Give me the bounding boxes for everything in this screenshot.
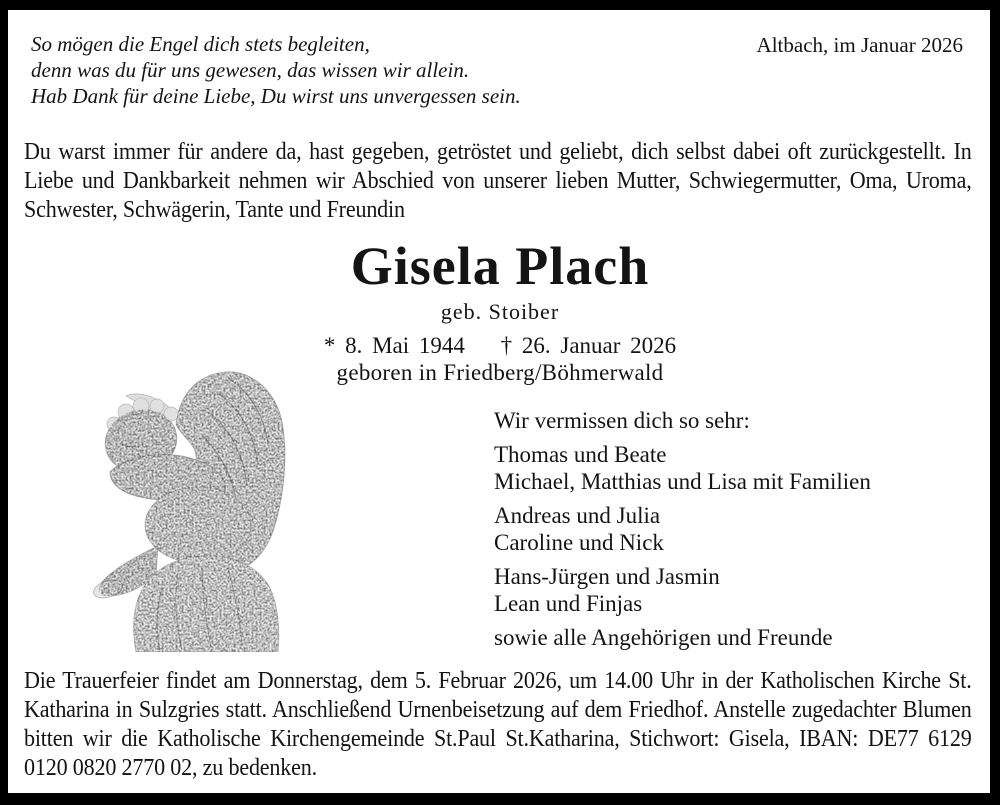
- mourner-group: [494, 441, 871, 495]
- mourner-group: [494, 624, 871, 651]
- poem-line: Hab Dank für deine Liebe, Du wirst uns unvergessen sein.: [31, 84, 521, 108]
- maiden-name: geb. Stoiber: [440, 299, 560, 324]
- mourner-group: [494, 563, 871, 617]
- memorial-poem: [31, 31, 521, 109]
- mourner-line: Lean und Finjas: [494, 591, 643, 616]
- birth-date: * 8. Mai 1944: [323, 333, 465, 358]
- angel-statue-image: [78, 362, 322, 652]
- mourner-line: Caroline und Nick: [494, 530, 664, 555]
- death-date: † 26. Januar 2026: [500, 333, 677, 358]
- mourner-line: Andreas und Julia: [494, 503, 661, 528]
- poem-line: denn was du für uns gewesen, das wissen wir allein.: [31, 58, 470, 82]
- funeral-info-paragraph: Die Trauerfeier findet am Donnerstag, dem 5. Februar 2026, um 14.00 Uhr in der Katholischen Kirche St. Katharina in Sulzgries statt. Anschließend Urnenbeisetzung auf dem Friedhof. Anstelle zugedachter Blumen bitten wir die Katholische Kirchengemeinde St.Paul St.Katharina, Stichwort: Gisela, IBAN: DE77 6129 0120 0820 2770 02, zu bedenken.: [24, 668, 972, 781]
- place-dateline: Altbach, im Januar 2026: [756, 33, 963, 57]
- poem-line: So mögen die Engel dich stets begleiten,: [31, 32, 370, 56]
- mourner-group: [494, 502, 871, 556]
- birthplace: geboren in Friedberg/Böhmerwald: [336, 360, 664, 385]
- mourner-line: Michael, Matthias und Lisa mit Familien: [494, 469, 871, 494]
- mourners-heading: Wir vermissen dich so sehr:: [494, 408, 750, 433]
- intro-paragraph: Du warst immer für andere da, hast gegeben, getröstet und geliebt, dich selbst dabei oft zurückgestellt. In Liebe und Dankbarkeit nehmen wir Abschied von unserer lieben Mutter, Schwiegermutter, Oma, Uroma, Schwester, Schwägerin, Tante und Freundin: [24, 139, 972, 223]
- mourner-line: Thomas und Beate: [494, 442, 667, 467]
- mourner-line: sowie alle Angehörigen und Freunde: [494, 625, 833, 650]
- mourners-list: [494, 407, 871, 658]
- mourner-line: Hans-Jürgen und Jasmin: [494, 564, 720, 589]
- deceased-name: Gisela Plach: [350, 236, 650, 296]
- life-dates: [0, 332, 1000, 359]
